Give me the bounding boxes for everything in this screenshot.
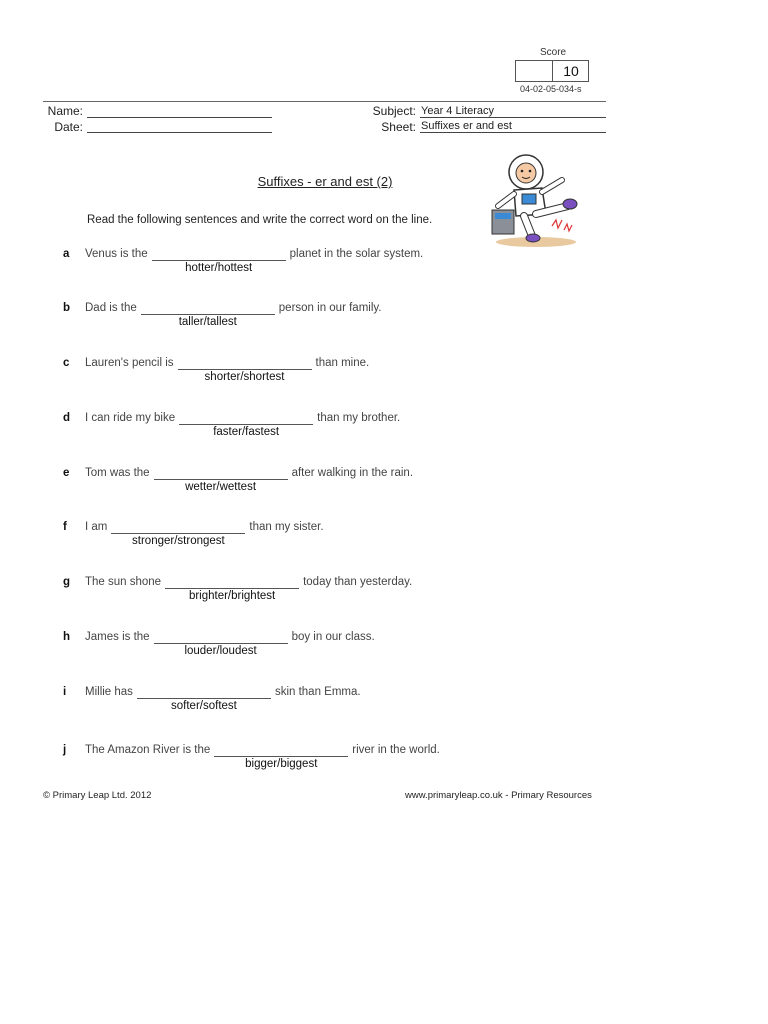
subject-underline bbox=[420, 117, 606, 118]
question-text-before: The Amazon River is the bbox=[85, 744, 211, 756]
answer-blank[interactable] bbox=[165, 588, 299, 589]
answer-blank[interactable] bbox=[214, 756, 348, 757]
question-letter: f bbox=[63, 521, 67, 533]
word-choice-hint: hotter/hottest bbox=[185, 262, 253, 274]
answer-blank[interactable] bbox=[141, 314, 275, 315]
question-text-after: boy in our class. bbox=[291, 631, 375, 643]
date-field[interactable] bbox=[87, 132, 272, 133]
question-text-after: today than yesterday. bbox=[303, 576, 413, 588]
score-total: 10 bbox=[563, 63, 579, 79]
question-text-before: Tom was the bbox=[85, 467, 150, 479]
word-choice-hint: shorter/shortest bbox=[204, 371, 285, 383]
question-letter: d bbox=[63, 412, 71, 424]
question-text-after: than mine. bbox=[315, 357, 370, 369]
score-box bbox=[515, 60, 589, 82]
astronaut-illustration bbox=[486, 150, 582, 250]
question-letter: g bbox=[63, 576, 71, 588]
question-text-before: James is the bbox=[85, 631, 150, 643]
instructions: Read the following sentences and write the correct word on the line. bbox=[87, 214, 433, 226]
word-choice-hint: stronger/strongest bbox=[132, 535, 225, 547]
question-letter: e bbox=[63, 467, 70, 479]
answer-blank[interactable] bbox=[152, 260, 286, 261]
question-text-after: skin than Emma. bbox=[274, 686, 361, 698]
question-text-after: river in the world. bbox=[352, 744, 440, 756]
answer-blank[interactable] bbox=[154, 643, 288, 644]
question-letter: i bbox=[63, 686, 67, 698]
score-label: Score bbox=[540, 47, 567, 58]
subject-label: Subject: bbox=[372, 104, 416, 118]
question-text-after: person in our family. bbox=[278, 302, 382, 314]
question-text-before: The sun shone bbox=[85, 576, 162, 588]
word-choice-hint: bigger/biggest bbox=[245, 758, 318, 770]
sheet-label: Sheet: bbox=[381, 120, 416, 134]
question-text-after: after walking in the rain. bbox=[291, 467, 414, 479]
question-text-before: Dad is the bbox=[85, 302, 137, 314]
worksheet-title-text: Suffixes - er and est (2) bbox=[257, 174, 393, 189]
footer-website: www.primaryleap.co.uk - Primary Resources bbox=[405, 790, 592, 801]
question-text-before: Lauren's pencil is bbox=[85, 357, 174, 369]
question-letter: a bbox=[63, 248, 70, 260]
question-text-after: planet in the solar system. bbox=[289, 248, 424, 260]
header-divider bbox=[43, 101, 606, 102]
question-letter: c bbox=[63, 357, 70, 369]
word-choice-hint: louder/loudest bbox=[184, 645, 257, 657]
footer-copyright: © Primary Leap Ltd. 2012 bbox=[43, 790, 152, 801]
answer-blank[interactable] bbox=[137, 698, 271, 699]
name-label: Name: bbox=[47, 104, 83, 118]
sheet-code: 04-02-05-034-s bbox=[520, 84, 582, 94]
question-letter: h bbox=[63, 631, 71, 643]
sheet-value: Suffixes er and est bbox=[421, 120, 512, 132]
subject-value: Year 4 Literacy bbox=[421, 105, 494, 117]
answer-blank[interactable] bbox=[154, 479, 288, 480]
question-text-after: than my sister. bbox=[249, 521, 324, 533]
word-choice-hint: wetter/wettest bbox=[185, 481, 257, 493]
question-text-after: than my brother. bbox=[317, 412, 401, 424]
word-choice-hint: faster/fastest bbox=[213, 426, 280, 438]
answer-blank[interactable] bbox=[111, 533, 245, 534]
question-letter: b bbox=[63, 302, 71, 314]
word-choice-hint: brighter/brightest bbox=[188, 590, 276, 602]
word-choice-hint: taller/tallest bbox=[178, 316, 237, 328]
date-label: Date: bbox=[54, 120, 83, 134]
question-text-before: I am bbox=[85, 521, 108, 533]
name-field[interactable] bbox=[87, 117, 272, 118]
question-letter: j bbox=[63, 744, 67, 756]
question-text-before: I can ride my bike bbox=[85, 412, 176, 424]
question-text-before: Venus is the bbox=[85, 248, 148, 260]
answer-blank[interactable] bbox=[178, 369, 312, 370]
question-text-before: Millie has bbox=[85, 686, 133, 698]
word-choice-hint: softer/softest bbox=[171, 700, 237, 712]
sheet-underline bbox=[420, 132, 606, 133]
answer-blank[interactable] bbox=[179, 424, 313, 425]
